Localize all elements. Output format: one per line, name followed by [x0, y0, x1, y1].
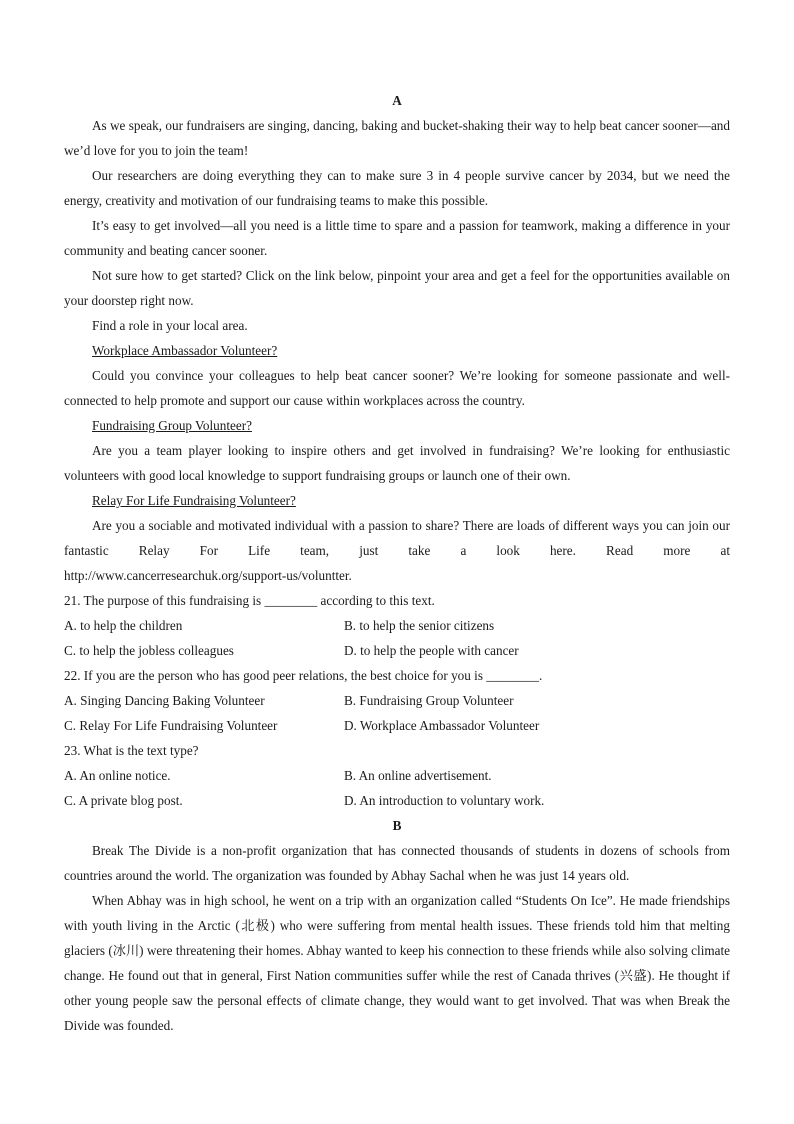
role-title-workplace-ambassador: Workplace Ambassador Volunteer? [92, 343, 278, 358]
question-21-stem: 21. The purpose of this fundraising is ________ according to this text. [64, 593, 435, 608]
question-22-option-c: C. Relay For Life Fundraising Volunteer [64, 718, 278, 733]
question-23-option-d: D. An introduction to voluntary work. [344, 793, 545, 808]
question-22-option-b: B. Fundraising Group Volunteer [344, 693, 514, 708]
question-22-option-a: A. Singing Dancing Baking Volunteer [64, 693, 265, 708]
passage-a-paragraph-5: Find a role in your local area. [92, 318, 248, 333]
role-title-fundraising-group: Fundraising Group Volunteer? [92, 418, 252, 433]
relay-for-life-url: http://www.cancerresearchuk.org/support-us/voluntter. [64, 568, 352, 583]
question-23-options-row-1 [64, 763, 730, 788]
question-21-options-row-2 [64, 638, 730, 663]
passage-b-paragraph-2: When Abhay was in high school, he went on a trip with an organization called “Students On Ice”. He made friendships with youth living in the Arctic (北极) who were suffering from mental health issues. These friends told him that melting glaciers (冰川) were threatening their homes. Abhay wanted to keep his connection to these friends while also solving climate change. He found out that in general, First Nation communities suffer while the rest of Canada thrives (兴盛). He thought if other young people saw the personal effects of climate change, they would want to get involved. That was when Break the Divide was founded. [64, 893, 730, 1033]
role-title-relay-for-life: Relay For Life Fundraising Volunteer? [92, 493, 296, 508]
passage-a-paragraph-3: It’s easy to get involved—all you need is a little time to spare and a passion for teamwork, making a difference in your community and beating cancer sooner. [64, 218, 730, 258]
question-23-option-a: A. An online notice. [64, 768, 171, 783]
passage-a-paragraph-2: Our researchers are doing everything they can to make sure 3 in 4 people survive cancer by 2034, but we need the energy, creativity and motivation of our fundraising teams to make this possible. [64, 168, 730, 208]
question-22-options-row-1 [64, 688, 730, 713]
question-21-option-b: B. to help the senior citizens [344, 618, 495, 633]
role-text-fundraising-group: Are you a team player looking to inspire others and get involved in fundraising? We’re looking for enthusiastic volunteers with good local knowledge to support fundraising groups or launch one of their own. [64, 443, 730, 483]
question-21-option-a: A. to help the children [64, 618, 183, 633]
question-21-option-d: D. to help the people with cancer [344, 643, 519, 658]
question-22-options-row-2 [64, 713, 730, 738]
exam-page [64, 88, 730, 1038]
passage-a-paragraph-1: As we speak, our fundraisers are singing, dancing, baking and bucket-shaking their way to help beat cancer sooner—and we’d love for you to join the team! [64, 118, 730, 158]
question-23-options-row-2 [64, 788, 730, 813]
passage-b-paragraph-1: Break The Divide is a non-profit organization that has connected thousands of students in dozens of schools from countries around the world. The organization was founded by Abhay Sachal when he was just 14 years old. [64, 843, 730, 883]
passage-a-heading: A [392, 93, 402, 108]
question-23-stem: 23. What is the text type? [64, 743, 199, 758]
question-23-option-b: B. An online advertisement. [344, 768, 492, 783]
question-23-option-c: C. A private blog post. [64, 793, 183, 808]
role-text-relay-for-life: Are you a sociable and motivated individual with a passion to share? There are loads of different ways you can join our fantastic Relay For Life team, just take a look here. Read more at [64, 518, 730, 558]
passage-a-paragraph-4: Not sure how to get started? Click on the link below, pinpoint your area and get a feel for the opportunities available on your doorstep right now. [64, 268, 730, 308]
passage-b-heading: B [392, 818, 402, 833]
question-22-stem: 22. If you are the person who has good peer relations, the best choice for you is ________. [64, 668, 543, 683]
question-22-option-d: D. Workplace Ambassador Volunteer [344, 718, 540, 733]
question-21-options-row-1 [64, 613, 730, 638]
question-21-option-c: C. to help the jobless colleagues [64, 643, 234, 658]
role-text-workplace-ambassador: Could you convince your colleagues to help beat cancer sooner? We’re looking for someone passionate and well-connected to help promote and support our cause within workplaces across the country. [64, 368, 730, 408]
